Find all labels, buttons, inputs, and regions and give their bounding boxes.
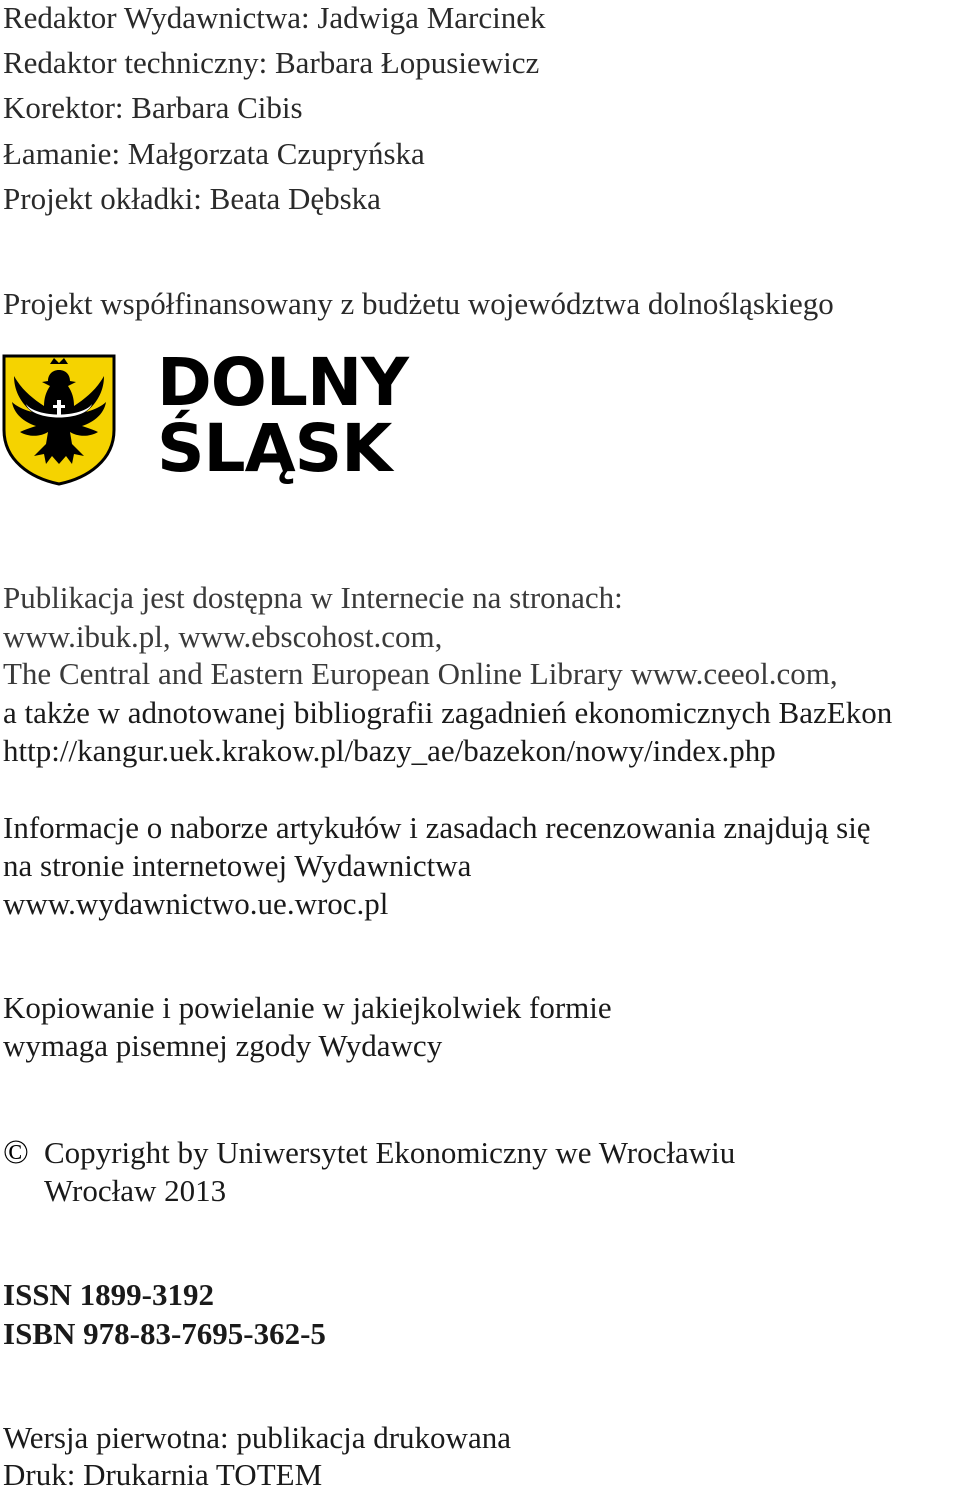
edition-version: Wersja pierwotna: publikacja drukowana (3, 1420, 511, 1455)
cover-design-line: Projekt okładki: Beata Dębska (3, 181, 381, 216)
submissions-line-2: na stronie internetowej Wydawnictwa (3, 848, 472, 883)
copyright-line-1: Copyright by Uniwersytet Ekonomiczny we Wrocławiu (44, 1135, 736, 1170)
copying-line-2: wymaga pisemnej zgody Wydawcy (3, 1028, 443, 1063)
dolny-slask-logo-text (157, 344, 408, 487)
copyright-icon: © (3, 1134, 29, 1171)
isbn: ISBN 978-83-7695-362-5 (3, 1316, 326, 1351)
proofreader-line: Korektor: Barbara Cibis (3, 90, 303, 125)
logo-text-line1: DOLNY (157, 344, 408, 421)
availability-line-4: a także w adnotowanej bibliografii zagadnień ekonomicznych BazEkon (3, 695, 893, 730)
issn: ISSN 1899-3192 (3, 1277, 215, 1312)
submissions-line-3: www.wydawnictwo.ue.wroc.pl (3, 886, 389, 921)
availability-line-5: http://kangur.uek.krakow.pl/bazy_ae/bazekon/nowy/index.php (3, 733, 776, 768)
copying-line-1: Kopiowanie i powielanie w jakiejkolwiek formie (3, 990, 612, 1025)
typesetting-line: Łamanie: Małgorzata Czupryńska (3, 136, 425, 171)
lower-silesia-eagle-crest-icon (2, 352, 116, 486)
technical-editor-line: Redaktor techniczny: Barbara Łopusiewicz (3, 45, 540, 80)
availability-line-2: www.ibuk.pl, www.ebscohost.com, (3, 619, 443, 654)
submissions-line-1: Informacje o naborze artykułów i zasadach recenzowania znajdują się (3, 810, 871, 845)
editor-line: Redaktor Wydawnictwa: Jadwiga Marcinek (3, 0, 546, 35)
logo-text-line2: ŚLĄSK (157, 410, 392, 487)
edition-printer: Druk: Drukarnia TOTEM (3, 1457, 323, 1492)
copyright-line-2: Wrocław 2013 (44, 1173, 227, 1208)
availability-line-3: The Central and Eastern European Online Library www.ceeol.com, (3, 656, 838, 691)
funding-text: Projekt współfinansowany z budżetu województwa dolnośląskiego (3, 286, 834, 321)
availability-line-1: Publikacja jest dostępna w Internecie na stronach: (3, 580, 623, 615)
